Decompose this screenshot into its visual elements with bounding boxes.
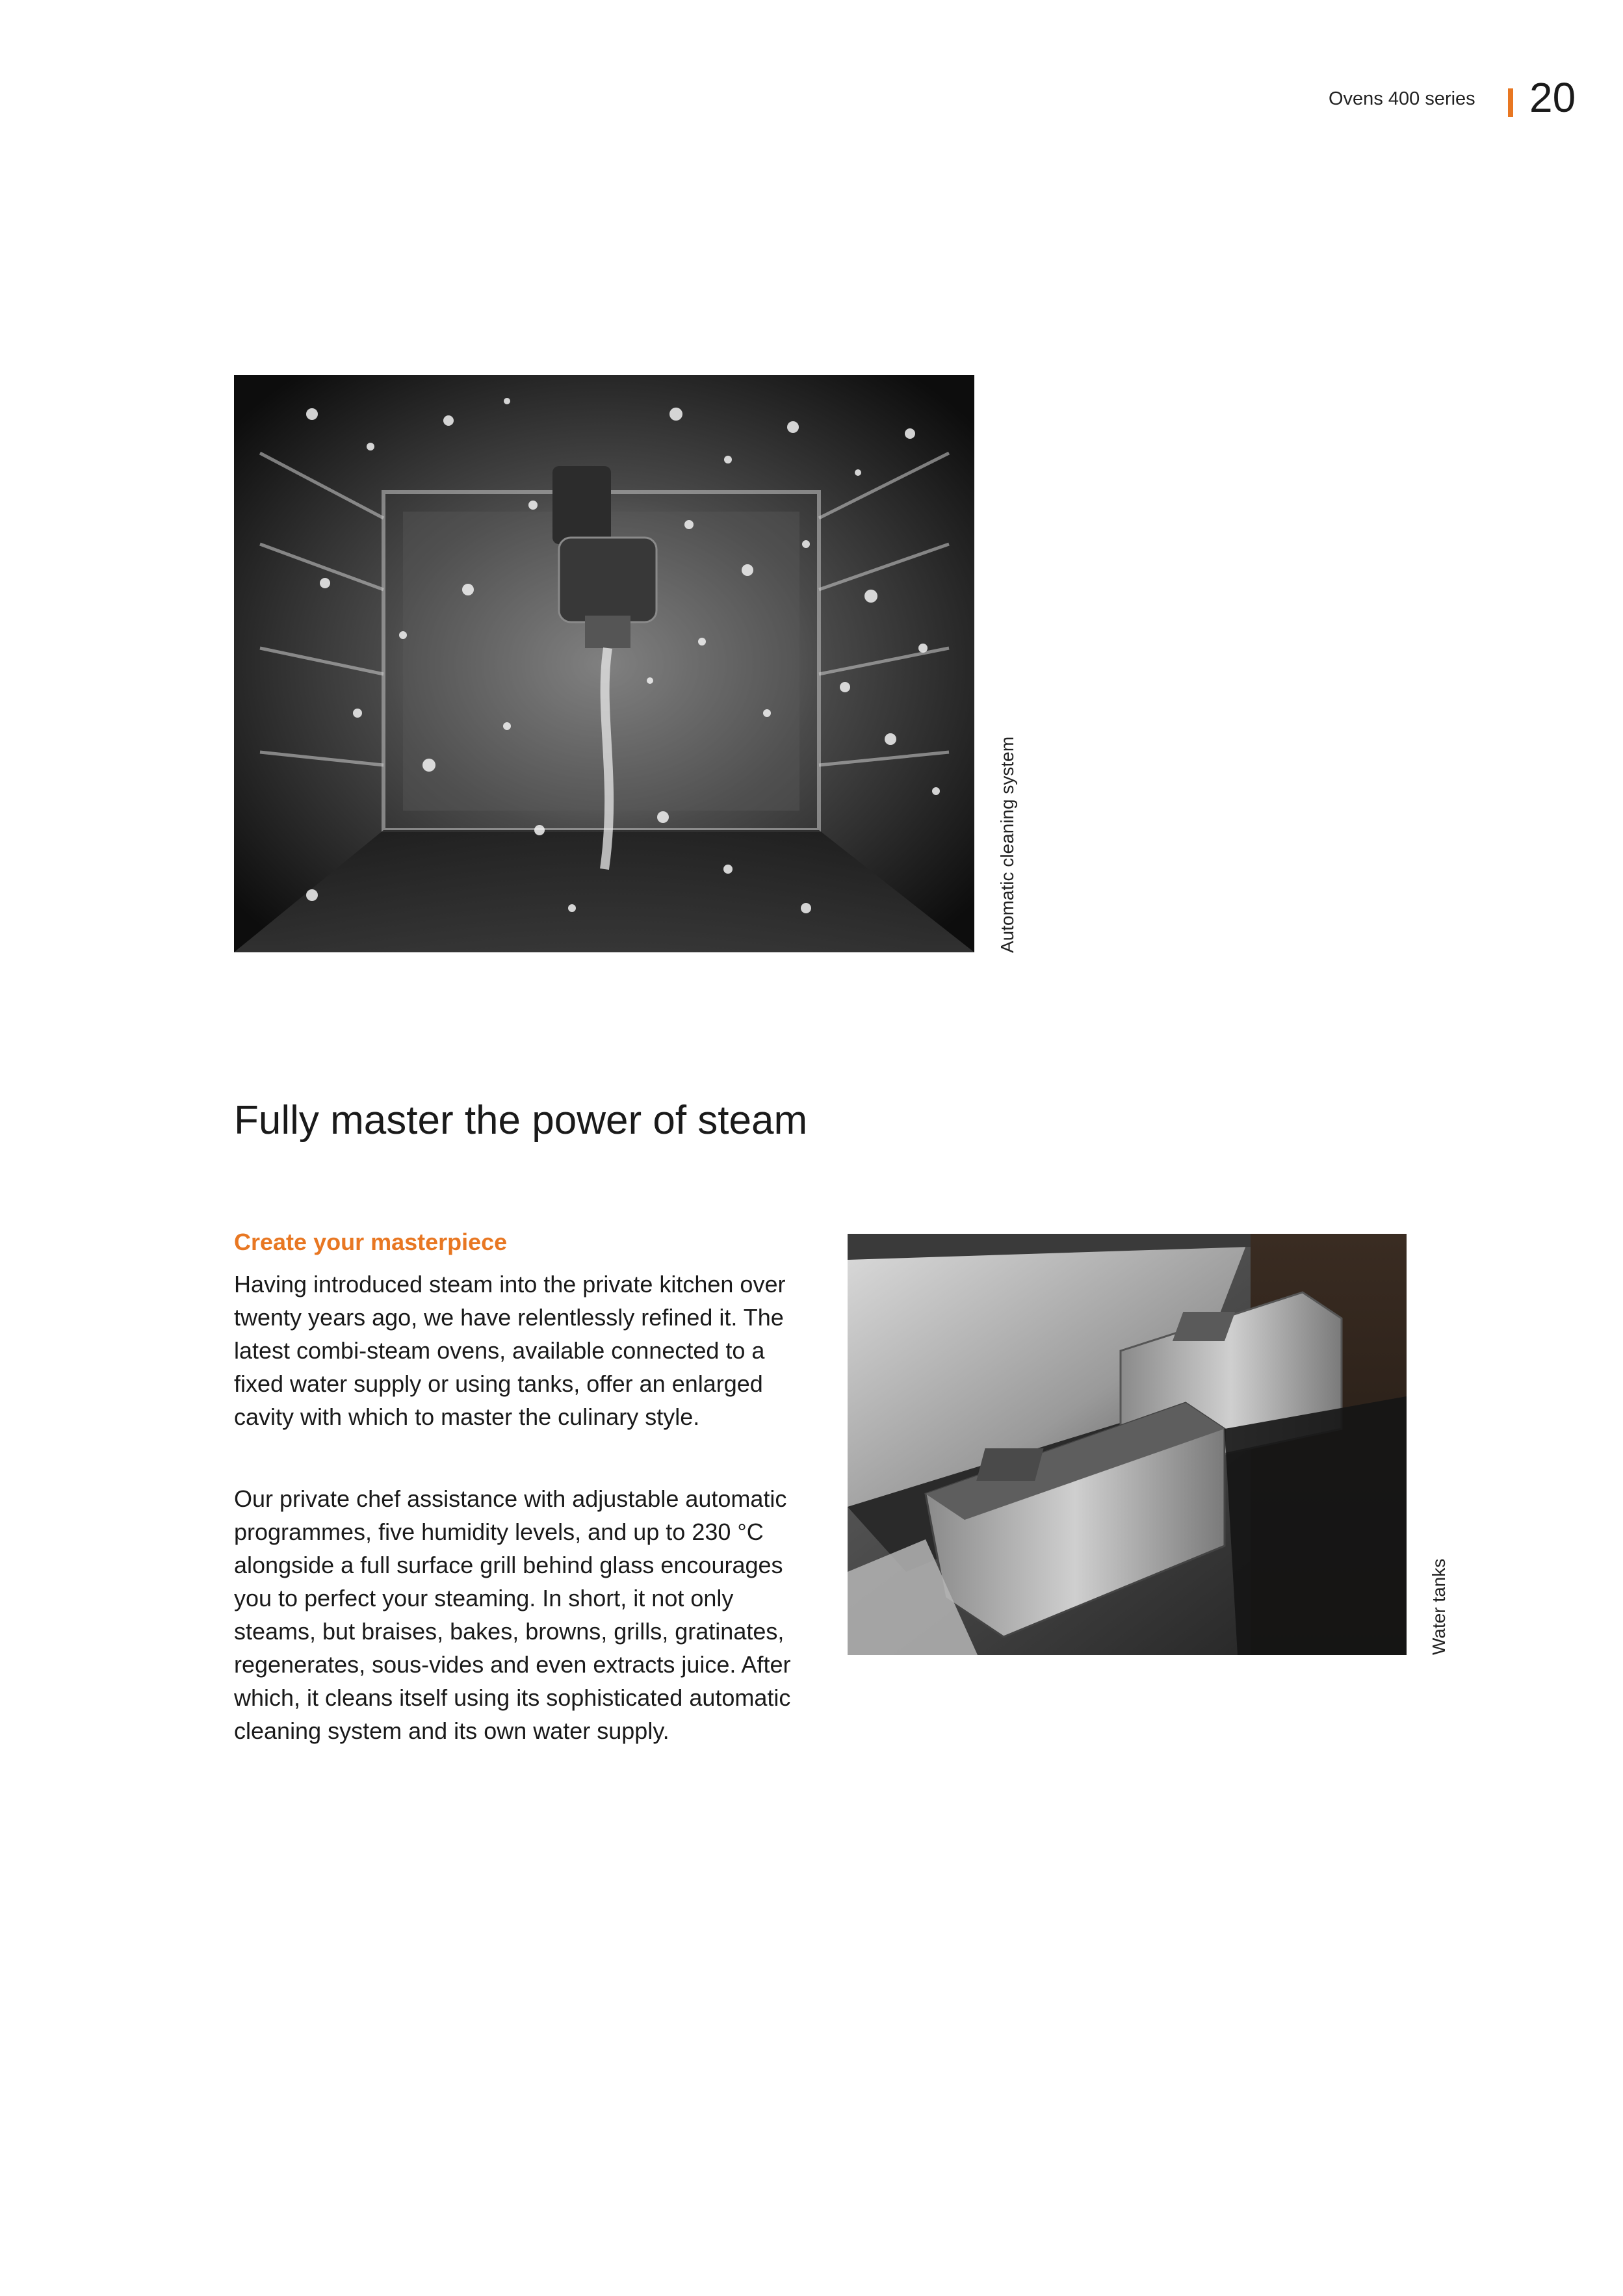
cleaning-system-caption: Automatic cleaning system: [997, 736, 1017, 953]
cleaning-system-photo: [234, 375, 974, 952]
paragraph-1: Having introduced steam into the private kitchen over twenty years ago, we have relentlessly refined it. The latest combi-steam ovens, available connected to a fixed water supply or using tanks, offer an enlarged cavity with which to master the culinary style.: [234, 1271, 786, 1430]
page-number: 20: [1529, 74, 1576, 121]
water-tanks-caption: Water tanks: [1429, 1558, 1449, 1655]
section-title: Ovens 400 series: [1329, 88, 1475, 109]
header-accent-bar: [1508, 88, 1513, 117]
subheading: Create your masterpiece: [234, 1229, 508, 1255]
water-tanks-photo: [848, 1234, 1407, 1655]
water-tanks-illustration: [848, 1234, 1407, 1655]
page-title: Fully master the power of steam: [234, 1098, 808, 1143]
paragraph-2: Our private chef assistance with adjustable automatic programmes, five humidity levels, and up to 230 °C alongside a full surface grill behind glass encourages you to perfect your steaming. In short, it not only steams, but braises, bakes, browns, grills, gratinates, regenerates, sous-vides and even extracts juice. After which, it cleans itself using its sophisticated automatic cleaning system and its own water supply.: [234, 1485, 791, 1744]
cleaning-system-illustration: [234, 375, 974, 952]
